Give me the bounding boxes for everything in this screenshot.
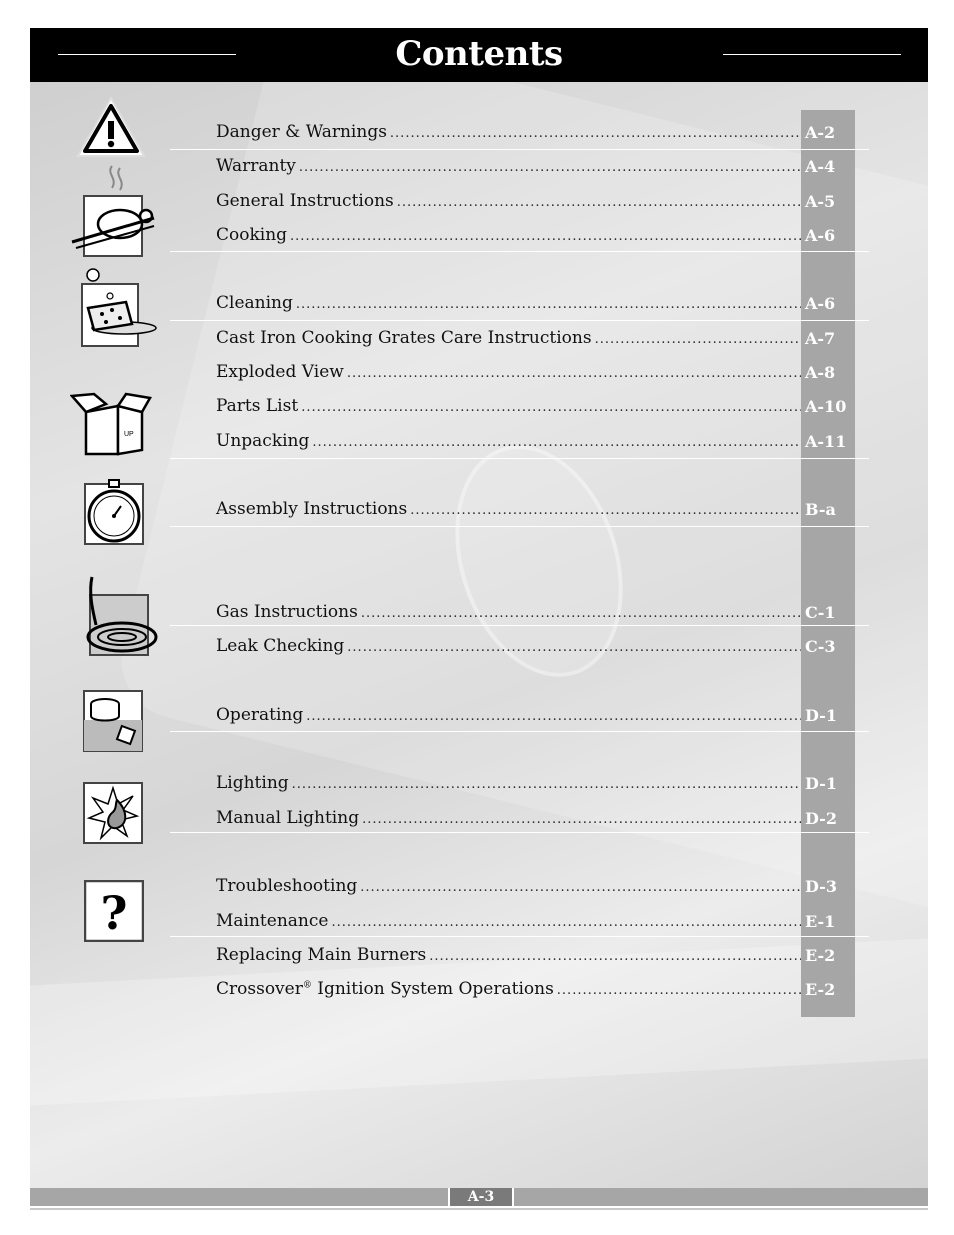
- toc-page-number: A-5: [805, 192, 836, 211]
- toc-label: Operating: [216, 705, 304, 725]
- toc-leader-dots: [290, 229, 801, 244]
- toc-page-number: A-10: [805, 397, 847, 416]
- toc-page-number: A-11: [805, 432, 847, 451]
- toc-label: Cooking: [216, 225, 288, 245]
- question-mark: ?: [100, 886, 128, 940]
- gas-hose-icon: [82, 575, 162, 659]
- toc-entry-exploded-view[interactable]: [216, 362, 804, 386]
- page-title: Contents: [395, 34, 563, 74]
- toc-page-number: B-a: [805, 500, 836, 519]
- toc-page-number: A-6: [805, 226, 836, 245]
- toc-entry-troubleshooting[interactable]: [216, 876, 804, 900]
- toc-entry-leak-checking[interactable]: [216, 636, 804, 660]
- toc-page-number: E-2: [805, 980, 836, 999]
- toc-page-number: D-1: [805, 706, 837, 725]
- header-rule-right: [723, 54, 901, 55]
- section-divider: [170, 458, 869, 459]
- toc-entry-lighting[interactable]: [216, 773, 804, 797]
- toc-entry-maintenance[interactable]: [216, 911, 804, 935]
- stopwatch-icon: [83, 478, 145, 546]
- warning-icon: [76, 96, 146, 158]
- toc-leader-dots: [360, 880, 801, 895]
- toc-label: General Instructions: [216, 191, 394, 211]
- toc-leader-dots: [331, 915, 801, 930]
- toc-page-number: A-7: [805, 329, 836, 348]
- toc-leader-dots: [557, 983, 801, 998]
- footer-bar: [30, 1188, 928, 1206]
- toc-leader-dots: [301, 400, 801, 415]
- cleaning-sponge-icon: [74, 268, 158, 348]
- toc-label: Cleaning: [216, 293, 293, 313]
- toc-page-number: C-3: [805, 637, 836, 656]
- toc-label: Maintenance: [216, 911, 329, 931]
- box-icon: [70, 392, 152, 456]
- toc-leader-dots: [296, 297, 801, 312]
- toc-entry-cleaning[interactable]: [216, 293, 804, 317]
- toc-entry-unpacking[interactable]: [216, 431, 804, 455]
- toc-entry-cooking[interactable]: [216, 225, 804, 249]
- toc-label-crossover: Crossover: [216, 979, 303, 999]
- toc-page-number: A-6: [805, 294, 836, 313]
- section-divider: [170, 320, 869, 321]
- section-divider: [170, 149, 869, 150]
- toc-label: Assembly Instructions: [216, 499, 408, 519]
- toc-entry-general-instructions[interactable]: [216, 191, 804, 215]
- footer-page-number: A-3: [448, 1188, 514, 1206]
- toc-leader-dots: [410, 503, 801, 518]
- toc-leader-dots: [361, 606, 801, 621]
- toc-label: Troubleshooting: [216, 876, 358, 896]
- toc-leader-dots: [292, 777, 801, 792]
- toc-leader-dots: [347, 640, 801, 655]
- toc-label: Gas Instructions: [216, 602, 358, 622]
- toc-entry-danger-warnings[interactable]: [216, 122, 804, 146]
- toc-page-number: A-8: [805, 363, 836, 382]
- toc-leader-dots: [595, 332, 801, 347]
- toc-label: Cast Iron Cooking Grates Care Instructions: [216, 328, 592, 348]
- toc-label: Lighting: [216, 773, 289, 793]
- toc-label: Replacing Main Burners: [216, 945, 427, 965]
- toc-page-number: A-2: [805, 123, 836, 142]
- toc-label: Leak Checking: [216, 636, 345, 656]
- section-divider: [170, 625, 869, 626]
- toc-page-number: C-1: [805, 603, 836, 622]
- cooking-chicken-icon: [68, 162, 158, 258]
- knob-icon: [83, 690, 143, 752]
- toc-label: Danger & Warnings: [216, 122, 387, 142]
- toc-leader-dots: [429, 949, 801, 964]
- section-divider: [170, 936, 869, 937]
- toc-label: Unpacking: [216, 431, 310, 451]
- section-divider: [170, 526, 869, 527]
- toc-entry-operating[interactable]: [216, 705, 804, 729]
- question-icon: [84, 880, 144, 942]
- toc-label: Parts List: [216, 396, 299, 416]
- toc-leader-dots: [299, 160, 801, 175]
- toc-page-number: D-2: [805, 809, 837, 828]
- section-divider: [170, 832, 869, 833]
- toc-entry-crossover-ignition[interactable]: [216, 979, 804, 1003]
- registered-mark: ®: [302, 980, 312, 991]
- footer-rule: [30, 1208, 928, 1210]
- section-divider: [170, 731, 869, 732]
- toc-page-number: D-3: [805, 877, 837, 896]
- toc-label: [216, 979, 554, 999]
- toc-entry-assembly-instructions[interactable]: [216, 499, 804, 523]
- toc-leader-dots: [362, 812, 801, 827]
- toc-label: Manual Lighting: [216, 808, 360, 828]
- toc-page-number: A-4: [805, 157, 836, 176]
- toc-page-number: E-1: [805, 912, 836, 931]
- flame-icon: [83, 782, 143, 844]
- header-bar: [30, 28, 928, 82]
- toc-leader-dots: [390, 126, 801, 141]
- toc-entry-replacing-main-burners[interactable]: [216, 945, 804, 969]
- toc-label: Exploded View: [216, 362, 344, 382]
- toc-leader-dots: [306, 709, 801, 724]
- toc-leader-dots: [312, 435, 801, 450]
- toc-entry-parts-list[interactable]: [216, 396, 804, 420]
- toc-entry-gas-instructions[interactable]: [216, 602, 804, 626]
- toc-page-number: D-1: [805, 774, 837, 793]
- toc-leader-dots: [347, 366, 801, 381]
- toc-entry-manual-lighting[interactable]: [216, 808, 804, 832]
- toc-leader-dots: [397, 195, 801, 210]
- toc-page-number: E-2: [805, 946, 836, 965]
- toc-entry-cast-iron-grates[interactable]: [216, 328, 804, 352]
- toc-entry-warranty[interactable]: [216, 156, 804, 180]
- section-divider: [170, 251, 869, 252]
- toc-label: Warranty: [216, 156, 296, 176]
- box-up-label: UP: [124, 431, 134, 438]
- toc-label-rest: Ignition System Operations: [311, 979, 554, 999]
